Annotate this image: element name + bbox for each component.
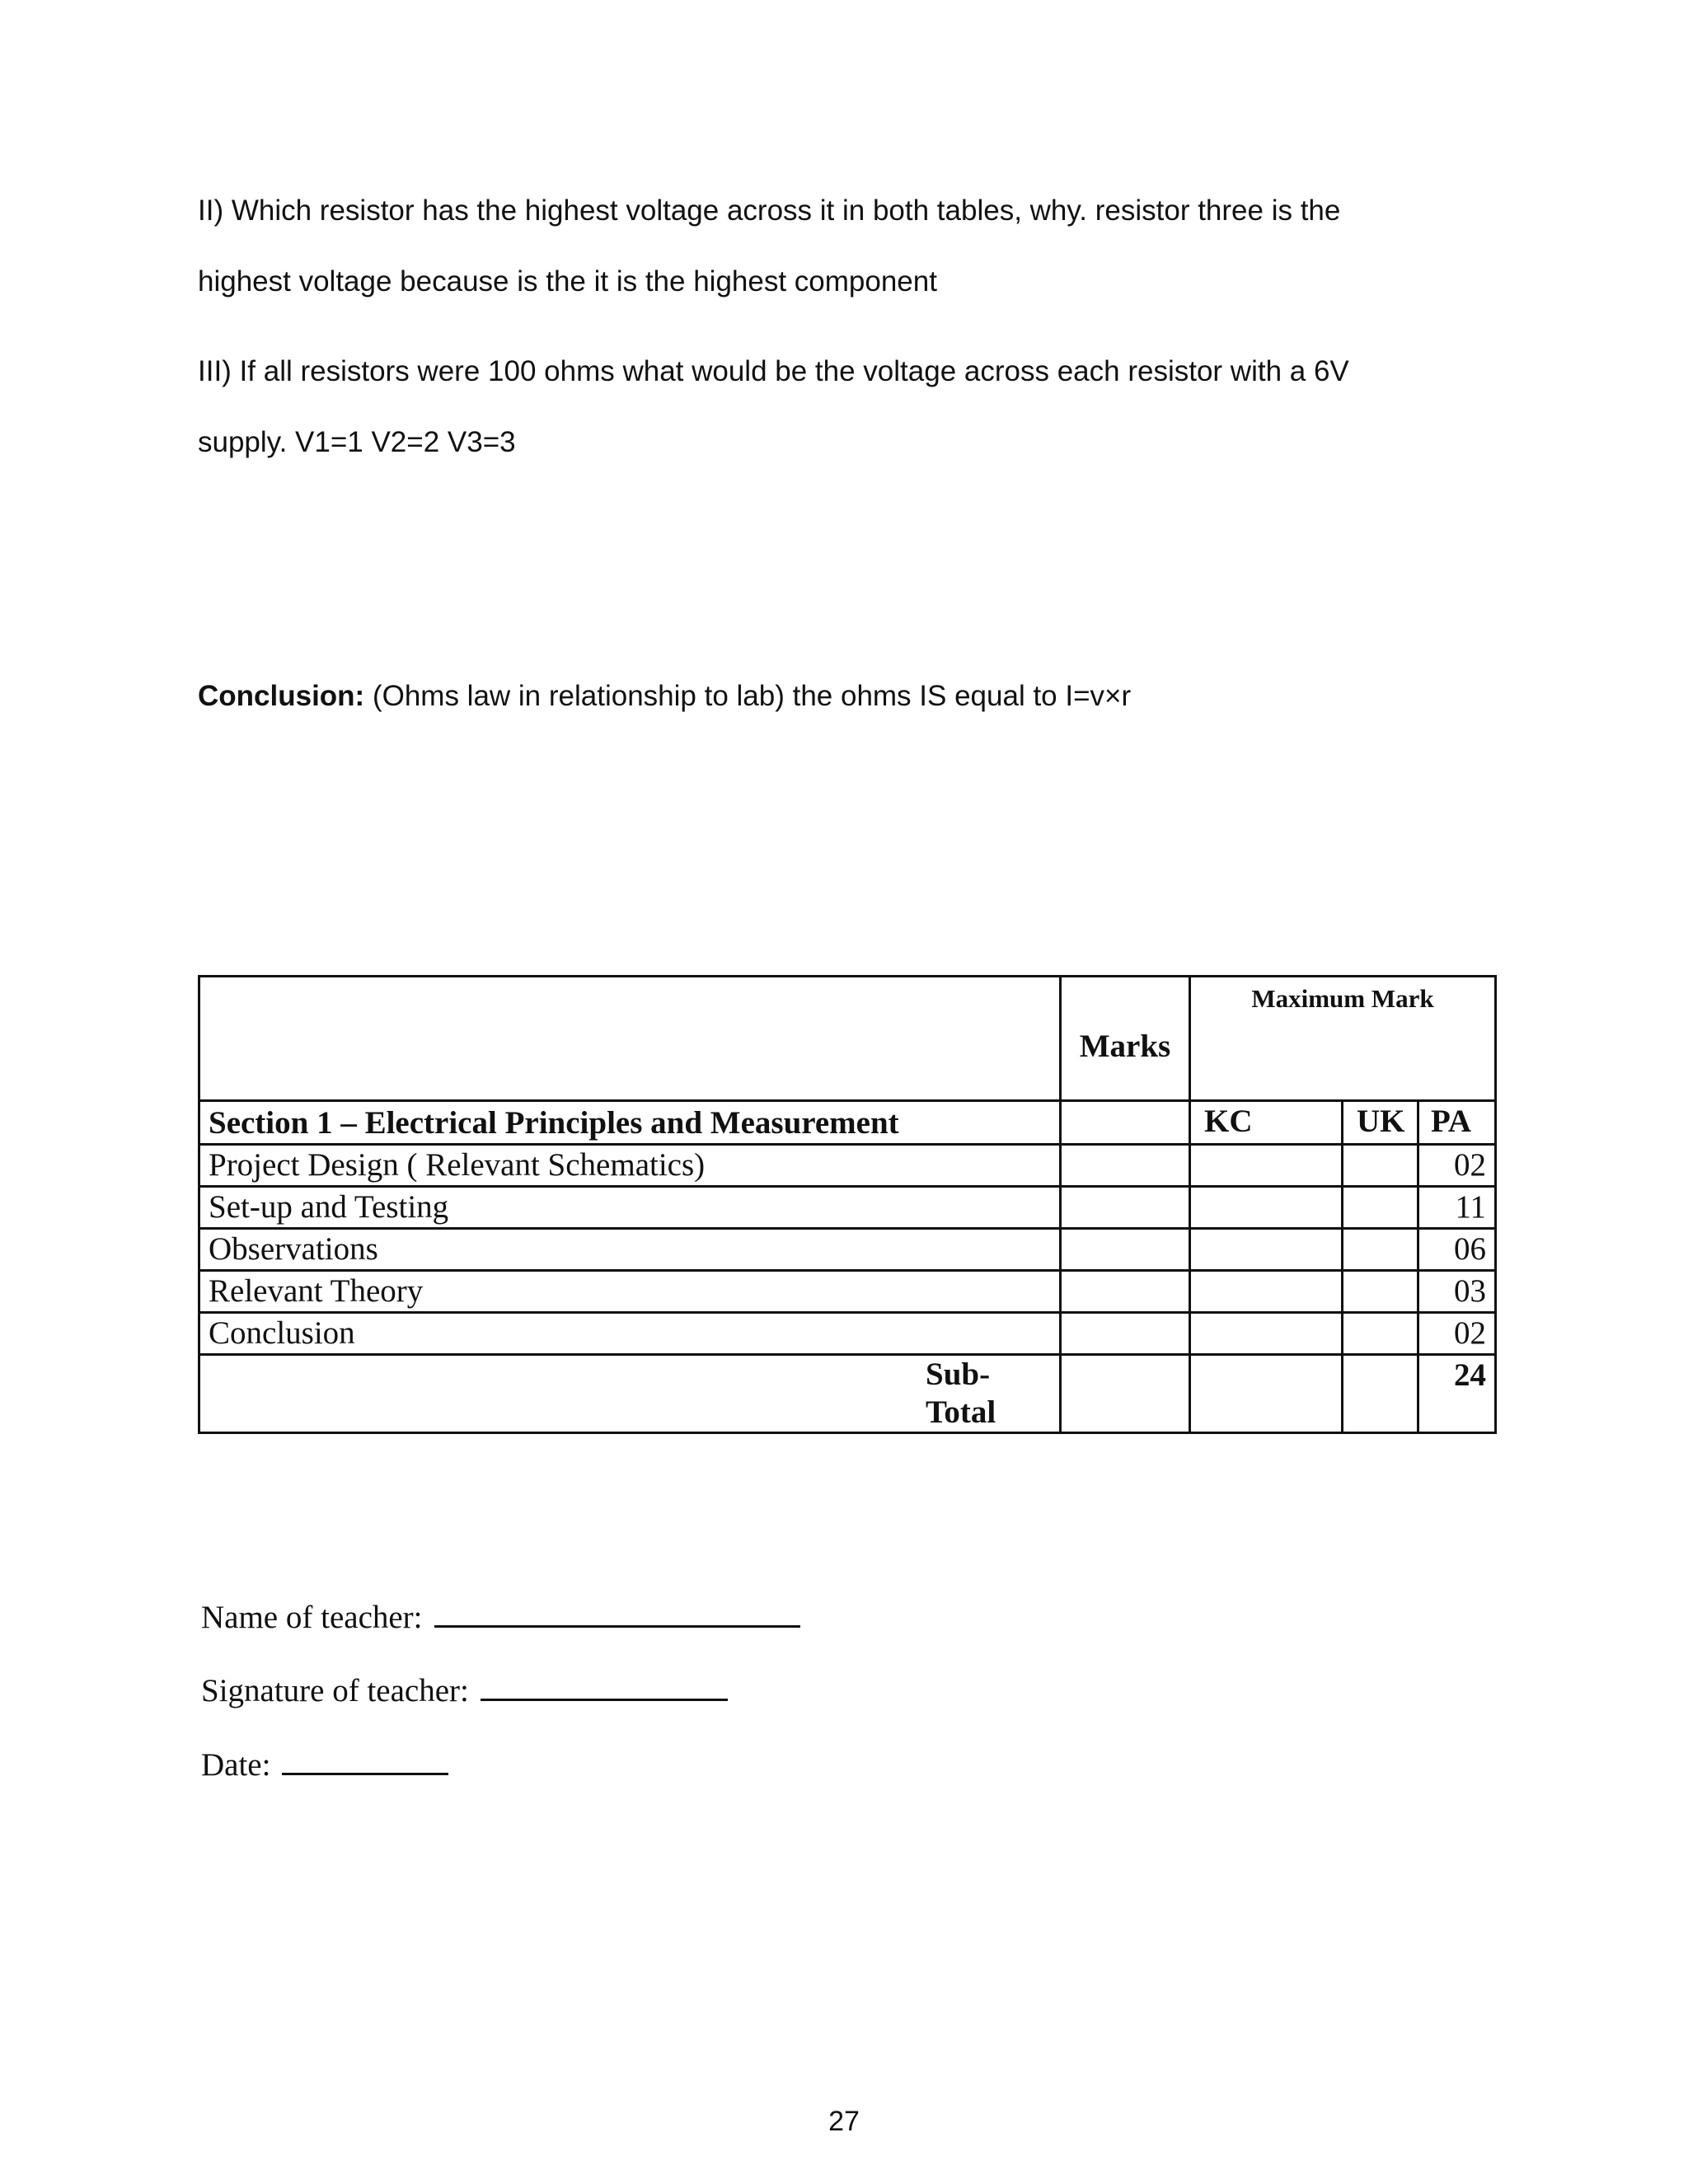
subtotal-label xyxy=(199,1355,1061,1433)
kc-cell xyxy=(1190,1355,1343,1433)
conclusion-text: (Ohms law in relationship to lab) the ohms IS equal to I=v×r xyxy=(364,680,1132,712)
uk-cell xyxy=(1343,1229,1418,1271)
criterion-label: Set-up and Testing xyxy=(199,1187,1061,1229)
table-row xyxy=(199,1229,1496,1271)
marks-table xyxy=(198,975,1497,1434)
teacher-name-field[interactable] xyxy=(434,1597,800,1628)
kc-cell xyxy=(1190,1187,1343,1229)
uk-cell xyxy=(1343,1145,1418,1187)
teacher-signature-label: Signature of teacher: xyxy=(201,1673,469,1708)
uk-cell xyxy=(1343,1271,1418,1313)
pa-value: 03 xyxy=(1418,1271,1496,1313)
uk-cell xyxy=(1343,1187,1418,1229)
marks-cell[interactable] xyxy=(1061,1187,1190,1229)
marks-cell[interactable] xyxy=(1061,1145,1190,1187)
subtotal-pa-value: 24 xyxy=(1418,1355,1496,1433)
marks-cell[interactable] xyxy=(1061,1355,1190,1433)
pa-header: PA xyxy=(1418,1101,1496,1145)
criterion-label: Conclusion xyxy=(199,1313,1061,1355)
table-row xyxy=(199,1313,1496,1355)
header-blank-cell xyxy=(199,977,1061,1101)
question-3-line-2: supply. V1=1 V2=2 V3=3 xyxy=(198,426,516,458)
maximum-mark-header: Maximum Mark xyxy=(1190,977,1496,1101)
question-2-line-1: II) Which resistor has the highest voltage across it in both tables, why. resistor three is the xyxy=(198,194,1341,227)
marks-header: Marks xyxy=(1061,977,1190,1101)
table-row xyxy=(199,1187,1496,1229)
date-line xyxy=(201,1745,448,1783)
pa-value: 02 xyxy=(1418,1313,1496,1355)
conclusion-label: Conclusion: xyxy=(198,680,365,712)
section-title: Section 1 – Electrical Principles and Measurement xyxy=(199,1101,1061,1145)
teacher-signature-line xyxy=(201,1671,728,1709)
subtotal-label-line-1: Sub- xyxy=(926,1357,991,1392)
date-label: Date: xyxy=(201,1747,271,1783)
marks-cell[interactable] xyxy=(1061,1101,1190,1145)
kc-header: KC xyxy=(1190,1101,1343,1145)
teacher-name-label: Name of teacher: xyxy=(201,1600,423,1635)
kc-cell xyxy=(1190,1271,1343,1313)
criterion-label: Observations xyxy=(199,1229,1061,1271)
section-row xyxy=(199,1101,1496,1145)
question-3-line-1: III) If all resistors were 100 ohms what would be the voltage across each resistor with a 6V xyxy=(198,355,1349,387)
uk-cell xyxy=(1343,1355,1418,1433)
date-field[interactable] xyxy=(282,1745,448,1775)
kc-cell xyxy=(1190,1229,1343,1271)
kc-cell xyxy=(1190,1145,1343,1187)
conclusion-line xyxy=(198,680,1131,713)
kc-cell xyxy=(1190,1313,1343,1355)
table-row xyxy=(199,1271,1496,1313)
pa-value: 02 xyxy=(1418,1145,1496,1187)
marks-cell[interactable] xyxy=(1061,1271,1190,1313)
criterion-label: Project Design ( Relevant Schematics) xyxy=(199,1145,1061,1187)
uk-cell xyxy=(1343,1313,1418,1355)
table-header-row xyxy=(199,977,1496,1101)
marks-cell[interactable] xyxy=(1061,1313,1190,1355)
pa-value: 06 xyxy=(1418,1229,1496,1271)
page-number: 27 xyxy=(828,2106,860,2137)
teacher-signature-field[interactable] xyxy=(481,1671,728,1701)
subtotal-label-line-2: Total xyxy=(926,1394,996,1430)
table-row xyxy=(199,1145,1496,1187)
question-2-line-2: highest voltage because is the it is the highest component xyxy=(198,265,937,298)
teacher-name-line xyxy=(201,1597,800,1636)
subtotal-row xyxy=(199,1355,1496,1433)
marks-cell[interactable] xyxy=(1061,1229,1190,1271)
pa-value: 11 xyxy=(1418,1187,1496,1229)
criterion-label: Relevant Theory xyxy=(199,1271,1061,1313)
uk-header: UK xyxy=(1343,1101,1418,1145)
